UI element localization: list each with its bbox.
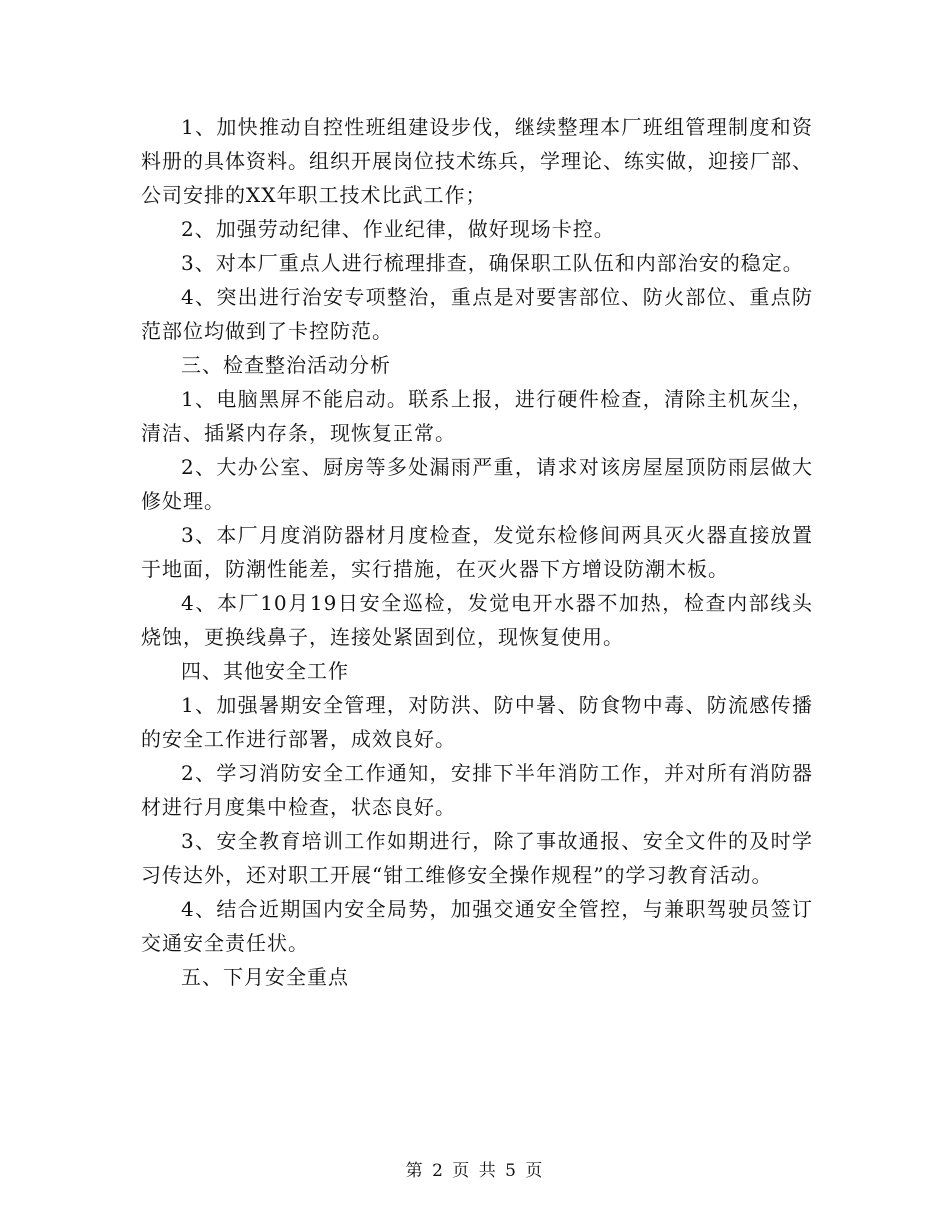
paragraph-1: 1、加快推动自控性班组建设步伐，继续整理本厂班组管理制度和资料册的具体资料。组织开展岗位技术练兵，学理论、练实做，迎接厂部、公司安排的XX年职工技术比武工作； [141, 115, 813, 207]
paragraph-10: 2、学习消防安全工作通知，安排下半年消防工作，并对所有消防器材进行月度集中检查，状态良好。 [141, 761, 813, 819]
paragraph-3: 3、对本厂重点人进行梳理排查，确保职工队伍和内部治安的稳定。 [181, 251, 804, 275]
paragraph-4: 4、突出进行治安专项整治，重点是对要害部位、防火部位、重点防范部位均做到了卡控防范。 [141, 285, 813, 343]
paragraph-11: 3、安全教育培训工作如期进行，除了事故通报、安全文件的及时学习传达外，还对职工开展“钳工维修安全操作规程”的学习教育活动。 [141, 829, 813, 887]
paragraph-5: 1、电脑黑屏不能启动。联系上报，进行硬件检查，清除主机灰尘，清洁、插紧内存条，现恢复正常。 [141, 387, 813, 445]
paragraph-7: 3、本厂月度消防器材月度检查，发觉东检修间两具灭火器直接放置于地面，防潮性能差，实行措施，在灭火器下方增设防潮木板。 [141, 523, 813, 581]
paragraph-9: 1、加强暑期安全管理，对防洪、防中暑、防食物中毒、防流感传播的安全工作进行部署，成效良好。 [141, 693, 813, 751]
page-number-footer: 第 2 页 共 5 页 [405, 1161, 545, 1181]
section-heading-4: 四、其他安全工作 [181, 659, 349, 683]
section-heading-5: 五、下月安全重点 [181, 965, 349, 989]
paragraph-8: 4、本厂10月19日安全巡检，发觉电开水器不加热，检查内部线头烧蚀，更换线鼻子，连接处紧固到位，现恢复使用。 [141, 591, 813, 649]
paragraph-2: 2、加强劳动纪律、作业纪律，做好现场卡控。 [181, 217, 615, 241]
section-heading-3: 三、检查整治活动分析 [181, 353, 391, 377]
document-body [141, 110, 813, 994]
paragraph-12: 4、结合近期国内安全局势，加强交通安全管控，与兼职驾驶员签订交通安全责任状。 [141, 897, 813, 955]
paragraph-6: 2、大办公室、厨房等多处漏雨严重，请求对该房屋屋顶防雨层做大修处理。 [141, 455, 813, 513]
